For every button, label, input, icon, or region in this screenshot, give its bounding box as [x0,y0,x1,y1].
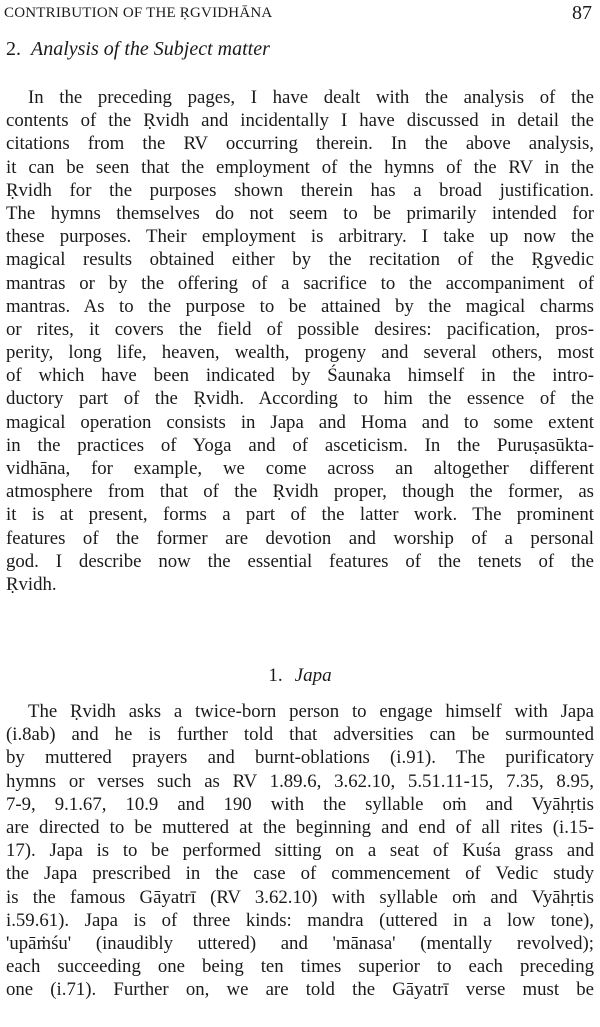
text-line: each succeeding one being ten times superior to each preceding [6,956,594,978]
text-line: 17). Japa is to be performed sitting on a seat of Kuśa grass and [6,840,594,862]
section-heading [6,38,270,61]
section-number: 2. [6,38,21,60]
text-line: are directed to be muttered at the beginning and end of all rites (i.15- [6,816,594,838]
text-line: atmosphere from that of the Ṛvidh proper, though the former, as [6,481,594,503]
text-line: magical results obtained either by the recitation of the Ṛgvedic [6,249,594,271]
text-line: 'upāṁśu' (inaudibly uttered) and 'mānasa' (mentally revolved); [6,932,594,954]
subsection-number: 1. [268,665,283,686]
running-head [4,2,596,24]
text-line: The hymns themselves do not seem to be primarily intended for [6,202,594,224]
text-line: god. I describe now the essential features of the tenets of the [6,550,594,572]
text-line: (i.8ab) and he is further told that adversities can be surmounted [6,724,594,746]
text-line: contents of the Ṛvidh and incidentally I have discussed in detail the [6,110,594,132]
text-line: it can be seen that the employment of the hymns of the RV in the [6,156,594,178]
text-line: 7-9, 9.1.67, 10.9 and 190 with the syllable oṁ and Vyāhṛtis [6,793,594,815]
text-line: in the practices of Yoga and of asceticism. In the Puruṣasūkta- [6,434,594,456]
subsection-heading [0,665,600,687]
page-number: 87 [572,2,592,24]
text-line: Ṛvidh for the purposes shown therein has a broad justification. [6,179,594,201]
text-line: The Ṛvidh asks a twice-born person to engage himself with Japa [28,701,594,722]
text-line: of which have been indicated by Śaunaka himself in the intro- [6,365,594,387]
text-line: mantras or by the offering of a sacrifice to the accompaniment of [6,272,594,294]
text-line: magical operation consists in Japa and Homa and to some extent [6,411,594,433]
text-line: hymns or verses such as RV 1.89.6, 3.62.10, 5.51.11-15, 7.35, 8.95, [6,770,594,792]
text-line: the Japa prescribed in the case of commencement of Vedic study [6,863,594,885]
section-title: Analysis of the Subject matter [31,38,270,60]
text-line: one (i.71). Further on, we are told the Gāyatrī verse must be [6,979,594,1001]
running-title: CONTRIBUTION OF THE ṚGVIDHĀNA [4,5,273,21]
text-line: In the preceding pages, I have dealt with the analysis of the [28,87,594,108]
text-line: it is at present, forms a part of the latter work. The prominent [6,504,594,526]
text-line: or rites, it covers the field of possible desires: pacification, pros- [6,318,594,340]
text-line: these purposes. Their employment is arbitrary. I take up now the [6,226,594,248]
subsection-title: Japa [294,665,332,686]
text-line: ductory part of the Ṛvidh. According to him the essence of the [6,388,594,410]
text-line: citations from the RV occurring therein. In the above analysis, [6,133,594,155]
text-line: i.59.61). Japa is of three kinds: mandra (uttered in a low tone), [6,909,594,931]
text-line: by muttered prayers and burnt-oblations (i.91). The purificatory [6,747,594,769]
text-line: mantras. As to the purpose to be attained by the magical charms [6,295,594,317]
text-line: features of the former are devotion and worship of a personal [6,527,594,549]
text-line: perity, long life, heaven, wealth, progeny and several others, most [6,342,594,364]
paragraph-japa [6,700,594,1001]
paragraph-analysis [6,86,594,596]
text-line: is the famous Gāyatrī (RV 3.62.10) with syllable oṁ and Vyāhṛtis [6,886,594,908]
text-line: Ṛvidh. [6,573,57,595]
text-line: vidhāna, for example, we come across an altogether different [6,458,594,479]
